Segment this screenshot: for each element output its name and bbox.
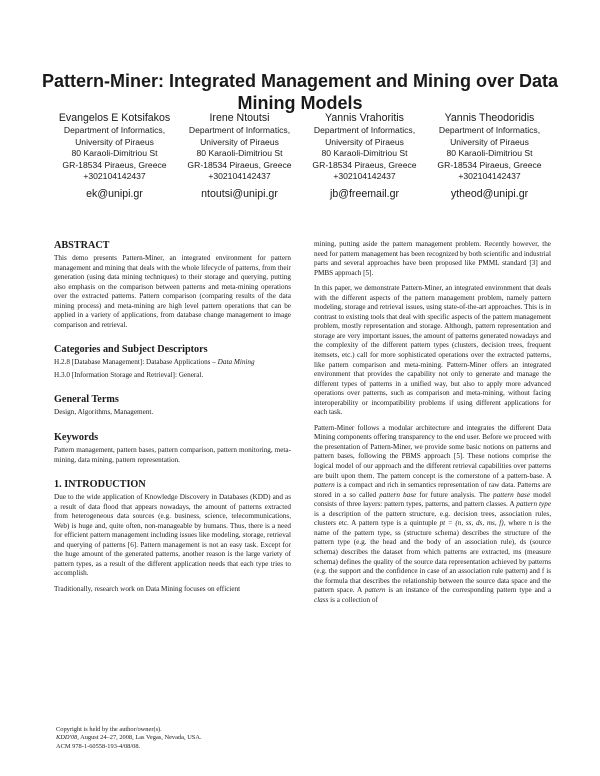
author-name: Yannis Theodoridis <box>444 112 535 124</box>
formula: pt = (n, ss, ds, ms, f), <box>439 519 506 528</box>
category-code: H.2.8 [Database Management]: Database Applications – <box>54 358 216 367</box>
general-terms-text: Design, Algorithms, Management. <box>54 408 154 417</box>
author-city: GR-18534 Piraeus, Greece <box>62 159 167 170</box>
author-phone: +302104142437 <box>333 171 396 182</box>
text-run: is an instance of the corresponding pattern type and a <box>388 586 552 595</box>
right-paragraph-2: In this paper, we demonstrate Pattern-Miner, an integrated environment that deals with the different aspects of the pattern management problem, namely pattern modeling, storage and retrieval issues, using state-of-the-art approaches. This is in contrast to existing tools that deal with specific aspects of the pattern management problem, mostly representation and storage. Although, pattern representation and storage are very important issues, the amount of patterns generated nowadays and the complexity of the different pattern types (clusters, decision trees, frequent itemsets, etc.) call for more sophisticated operations over the extracted patterns, like pattern comparison and meta-mining. Pattern-Miner offers an integrated environment that provides the capability not only to generate and manage the different types of patterns in a unified way, but also to apply more advanced operations over patterns, such as comparison and meta-mining, without facing interoperability or incompatibility problems if using different applications for each task. <box>314 284 551 417</box>
author-name: Evangelos E Kotsifakos <box>58 112 171 124</box>
term-pattern-base: pattern base <box>379 490 417 499</box>
text-run: for future analysis. The <box>419 490 490 499</box>
author-street: 80 Karaoli-Dimitriou St <box>71 148 158 159</box>
term-pattern-base: pattern base <box>493 490 531 499</box>
keywords-heading: Keywords <box>54 432 99 444</box>
general-terms-heading: General Terms <box>54 394 119 406</box>
category-item-1 <box>54 358 291 368</box>
author-2 <box>177 112 302 201</box>
conference-name: KDD'08, <box>56 734 79 742</box>
category-item-2: H.3.0 [Information Storage and Retrieval]: General. <box>54 370 204 379</box>
author-email[interactable]: ytheod@unipi.gr <box>450 187 529 200</box>
author-dept: Department of Informatics, <box>63 125 166 135</box>
author-dept: Department of Informatics, <box>313 125 416 135</box>
author-phone: +302104142437 <box>458 171 521 182</box>
abstract-heading: ABSTRACT <box>54 240 110 251</box>
author-univ: University of Piraeus <box>200 136 279 147</box>
conference-details: August 24–27, 2008, Las Vegas, Nevada, USA. <box>80 734 202 742</box>
author-street: 80 Karaoli-Dimitriou St <box>446 148 533 159</box>
author-name: Irene Ntoutsi <box>209 112 270 124</box>
copyright-footnote <box>56 726 293 751</box>
author-name: Yannis Vrahoritis <box>325 112 404 124</box>
author-univ: University of Piraeus <box>450 136 529 147</box>
introduction-paragraph-1: Due to the wide application of Knowledge Discovery in Databases (KDD) and as a result of data flood that appears nowadays, the amount of patterns extracted from heterogeneous data sources (e.g. business, science, telecommunications, Web) is huge and, quite often, non-manageable by humans. Thus, there is a need for efficient pattern management including issues like modeling, storage, retrieval and querying of patterns [6]. Pattern management is not an easy task. Except for the huge amount of the generated patterns, another reason is the large variety of pattern types, as a result of the different application needs that each type tries to accomplish. <box>54 493 291 578</box>
author-phone: +302104142437 <box>208 171 271 182</box>
footnote-line-3: ACM 978-1-60558-193-4/08/08. <box>56 742 141 750</box>
right-column <box>314 240 551 611</box>
abstract-text: This demo presents Pattern-Miner, an integrated environment for pattern management and mining that deals with the whole lifecycle of patterns, from their generation (using data mining techniques) to their storage and querying, putting also emphasis on the comparison between patterns and meta-mining operations over the extracted patterns. Pattern comparison (comparing results of the data mining process) and meta-mining are high level pattern operations that can be applied in a variety of applications, from database change management to image comparison and retrieval. <box>54 254 291 329</box>
term-pattern: pattern <box>314 481 335 490</box>
text-run: is a description of the pattern structure, e.g. decision trees, association rules, clusters etc. A pattern type is a quintuple <box>314 509 551 528</box>
right-paragraph-3 <box>314 424 551 605</box>
author-dept: Department of Informatics, <box>188 125 291 135</box>
text-run: model consists of three layers: pattern types, patterns, and pattern classes. A <box>314 490 552 509</box>
author-street: 80 Karaoli-Dimitriou St <box>321 148 408 159</box>
term-pattern-type: pattern type <box>516 500 552 509</box>
text-run: is a collection of <box>330 595 378 604</box>
introduction-heading: 1. INTRODUCTION <box>54 479 146 491</box>
author-block <box>52 112 552 201</box>
term-pattern: pattern <box>364 586 386 595</box>
author-city: GR-18534 Piraeus, Greece <box>437 159 542 170</box>
author-univ: University of Piraeus <box>75 136 154 147</box>
footnote-line-1: Copyright is held by the author/owner(s). <box>56 726 162 733</box>
author-univ: University of Piraeus <box>325 136 404 147</box>
keywords-text: Pattern management, pattern bases, pattern comparison, pattern monitoring, meta-mining, data mining, pattern representation. <box>54 446 291 464</box>
category-subject: Data Mining <box>217 358 255 367</box>
left-column <box>54 240 291 601</box>
text-run: where n is the name of the pattern type, ss (structure schema) describes the structure of the pattern type (e.g. the head and the body of an association rule), ds (source schema) describes the dataset from which patterns are extracted, ms (measure schema) defines the quality of the source data representation achieved by patterns (e.g. the support and the confidence in case of an association rule pattern) and f is the formula that describes the relationship between the source data space and the pattern space. A <box>314 519 552 595</box>
author-email[interactable]: jb@freemail.gr <box>329 187 400 200</box>
author-city: GR-18534 Piraeus, Greece <box>187 159 292 170</box>
term-class: class <box>314 595 329 604</box>
categories-heading: Categories and Subject Descriptors <box>54 344 208 356</box>
author-email[interactable]: ek@unipi.gr <box>86 187 143 200</box>
text-run: is a compact and rich in semantics representation of raw data. Patterns are stored in a so called <box>314 481 551 499</box>
author-1 <box>52 112 177 201</box>
right-paragraph-1: mining, putting aside the pattern management problem. Recently however, the need for pattern management has been recognized by both scientific and industrial parts and several approaches have been proposed like PMML standard [3] and PMBS approach [5]. <box>314 240 551 277</box>
paper-title: Pattern-Miner: Integrated Management and Mining over Data Mining Models <box>41 71 559 113</box>
author-phone: +302104142437 <box>83 171 146 182</box>
author-city: GR-18534 Piraeus, Greece <box>312 159 417 170</box>
author-4 <box>427 112 552 201</box>
author-street: 80 Karaoli-Dimitriou St <box>196 148 283 159</box>
author-email[interactable]: ntoutsi@unipi.gr <box>201 187 278 200</box>
text-run: Pattern-Miner follows a modular architecture and integrates the different Data Mining components offering transparency to the end user. Before we proceed with the presentation of Pattern-Miner, we provide some basic notions on patterns and pattern bases, following the PBMS approach [5]. These notions comprise the logical model of our approach and the different retrieval capabilities over patterns are built upon them. The pattern concept is the cornerstone of a pattern-base. A <box>314 423 551 480</box>
author-3 <box>302 112 427 201</box>
author-dept: Department of Informatics, <box>438 125 541 135</box>
introduction-paragraph-2: Traditionally, research work on Data Mining focuses on efficient <box>54 585 241 594</box>
footnote-line-2 <box>56 734 293 742</box>
